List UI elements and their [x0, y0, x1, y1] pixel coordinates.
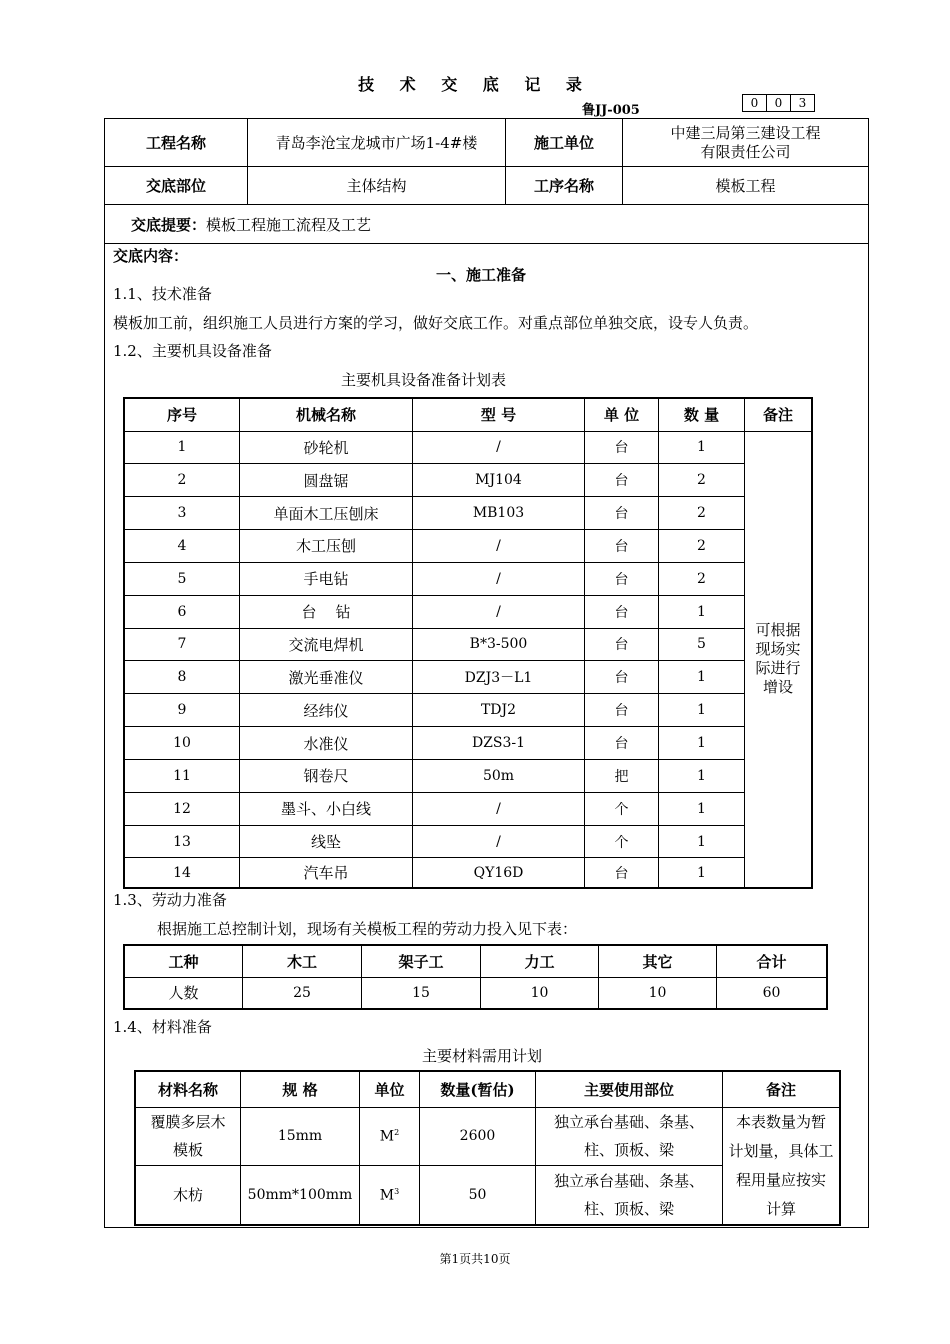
equipment-header-cell: 备注 [745, 398, 813, 431]
equipment-row [124, 694, 812, 727]
equipment-cell: 台 [585, 431, 659, 464]
equipment-cell: / [413, 562, 585, 595]
equipment-cell: 1 [659, 759, 745, 792]
labor-header-cell: 工种 [124, 945, 243, 977]
material-name-line: 木枋 [172, 1186, 203, 1205]
materials-header-cell: 规 格 [241, 1071, 360, 1107]
equipment-row [124, 759, 812, 792]
equipment-cell: 台 [585, 464, 659, 497]
materials-remark-line: 计算 [765, 1199, 796, 1218]
document-number [743, 94, 815, 112]
equipment-header-cell: 序号 [124, 398, 240, 431]
equipment-row [124, 628, 812, 661]
material-unit-exponent: 3 [394, 1186, 400, 1196]
equipment-cell: / [413, 595, 585, 628]
material-use-cell [536, 1166, 723, 1225]
equipment-row [124, 825, 812, 858]
equipment-cell: 10 [124, 727, 240, 760]
equipment-cell: 2 [659, 562, 745, 595]
materials-remark-line: 计划量，具体工 [728, 1141, 834, 1160]
subsection-technical: 1.1、技术准备 [113, 285, 212, 303]
materials-header-cell: 数量(暂估) [420, 1071, 536, 1107]
equipment-cell: 砂轮机 [240, 431, 413, 464]
header-table [104, 118, 869, 244]
equipment-header-cell: 数 量 [659, 398, 745, 431]
equipment-cell: DZS3-1 [413, 727, 585, 760]
equipment-cell: 1 [659, 595, 745, 628]
process-value: 模板工程 [623, 167, 869, 205]
equipment-cell: 台 [585, 858, 659, 888]
content-label: 交底内容： [113, 247, 189, 265]
equipment-cell: / [413, 431, 585, 464]
labor-cell: 15 [362, 977, 481, 1009]
section-heading: 一、施工准备 [436, 266, 527, 284]
equipment-cell: 2 [124, 464, 240, 497]
equipment-cell: DZJ3－L1 [413, 661, 585, 694]
equipment-cell: 5 [659, 628, 745, 661]
equipment-row [124, 595, 812, 628]
equipment-cell: 钢卷尺 [240, 759, 413, 792]
equipment-cell: 3 [124, 497, 240, 530]
equipment-cell: 手电钻 [240, 562, 413, 595]
equipment-cell: 9 [124, 694, 240, 727]
equipment-cell: / [413, 792, 585, 825]
equipment-cell: 1 [659, 792, 745, 825]
equipment-cell: 台 [585, 628, 659, 661]
summary-value: 模板工程施工流程及工艺 [206, 215, 372, 234]
equipment-table-body [124, 431, 812, 888]
labor-cell: 10 [481, 977, 599, 1009]
material-unit-exponent: 2 [394, 1128, 400, 1138]
materials-header-cell: 材料名称 [135, 1071, 241, 1107]
labor-header-cell: 力工 [481, 945, 599, 977]
labor-header-cell: 木工 [243, 945, 362, 977]
material-use-line: 柱、顶板、梁 [583, 1141, 674, 1160]
equipment-row [124, 562, 812, 595]
unit-label: 施工单位 [506, 119, 623, 167]
material-use-line: 柱、顶板、梁 [583, 1199, 674, 1218]
equipment-cell: 个 [585, 825, 659, 858]
project-label: 工程名称 [105, 119, 248, 167]
equipment-cell: MB103 [413, 497, 585, 530]
subsection-labor: 1.3、劳动力准备 [113, 891, 227, 909]
doc-number-digit: 3 [790, 94, 815, 112]
equipment-row [124, 727, 812, 760]
material-use-cell [536, 1107, 723, 1166]
equipment-cell: 水准仪 [240, 727, 413, 760]
paragraph-labor: 根据施工总控制计划，现场有关模板工程的劳动力投入见下表： [157, 920, 578, 938]
equipment-cell: 木工压刨 [240, 530, 413, 563]
part-value: 主体结构 [248, 167, 506, 205]
materials-header-cell: 单位 [360, 1071, 420, 1107]
document-code: 鲁JJ-005 [582, 103, 640, 118]
summary-row [105, 205, 869, 244]
equipment-cell: 2 [659, 464, 745, 497]
doc-number-digit: 0 [742, 94, 767, 112]
equipment-cell: 线坠 [240, 825, 413, 858]
equipment-cell: 台 钻 [240, 595, 413, 628]
equipment-cell: 个 [585, 792, 659, 825]
part-label: 交底部位 [105, 167, 248, 205]
material-name-cell [135, 1166, 241, 1225]
summary-label: 交底提要： [131, 215, 207, 234]
equipment-row [124, 858, 812, 888]
equipment-cell: 1 [659, 825, 745, 858]
equipment-cell: / [413, 530, 585, 563]
equipment-row [124, 464, 812, 497]
equipment-remark-line: 际进行 [755, 659, 801, 678]
equipment-cell: 6 [124, 595, 240, 628]
equipment-cell: 圆盘锯 [240, 464, 413, 497]
material-unit: M [379, 1128, 395, 1145]
unit-value-line2: 有限责任公司 [700, 142, 791, 161]
materials-remark-line: 本表数量为暂 [735, 1112, 826, 1131]
labor-header-cell: 合计 [717, 945, 828, 977]
equipment-cell: 14 [124, 858, 240, 888]
equipment-cell: 2 [659, 497, 745, 530]
materials-remark-line: 程用量应按实 [735, 1170, 826, 1189]
equipment-cell: 单面木工压刨床 [240, 497, 413, 530]
material-spec-cell: 50mm*100mm [241, 1166, 360, 1225]
unit-value [623, 119, 869, 167]
material-name-cell [135, 1107, 241, 1166]
material-use-line: 独立承台基础、条基、 [553, 1171, 704, 1190]
equipment-cell: 13 [124, 825, 240, 858]
unit-value-line1: 中建三局第三建设工程 [670, 123, 821, 142]
equipment-header-cell: 型 号 [413, 398, 585, 431]
equipment-cell: 台 [585, 595, 659, 628]
equipment-cell: 50m [413, 759, 585, 792]
equipment-cell: 1 [659, 431, 745, 464]
equipment-remark-line: 可根据 [755, 621, 801, 640]
equipment-cell: QY16D [413, 858, 585, 888]
equipment-row [124, 497, 812, 530]
equipment-cell: 11 [124, 759, 240, 792]
material-unit: M [379, 1187, 395, 1204]
document-title: 技 术 交 底 记 录 [358, 75, 592, 94]
equipment-cell: 台 [585, 497, 659, 530]
labor-table [123, 944, 828, 1010]
equipment-cell: 4 [124, 530, 240, 563]
equipment-cell: 激光垂准仪 [240, 661, 413, 694]
subsection-materials: 1.4、材料准备 [113, 1018, 212, 1036]
equipment-cell: MJ104 [413, 464, 585, 497]
equipment-table [123, 397, 813, 889]
equipment-remark-cell [745, 431, 813, 888]
process-label: 工序名称 [506, 167, 623, 205]
material-qty-cell: 2600 [420, 1107, 536, 1166]
project-value: 青岛李沧宝龙城市广场1-4#楼 [248, 119, 506, 167]
labor-cell: 25 [243, 977, 362, 1009]
equipment-cell: 1 [659, 661, 745, 694]
equipment-cell: 台 [585, 661, 659, 694]
material-use-line: 独立承台基础、条基、 [553, 1113, 704, 1132]
equipment-cell: 把 [585, 759, 659, 792]
equipment-cell: 墨斗、小白线 [240, 792, 413, 825]
equipment-cell: 2 [659, 530, 745, 563]
labor-cell: 人数 [124, 977, 243, 1009]
equipment-cell: 交流电焊机 [240, 628, 413, 661]
equipment-remark-line: 现场实 [755, 640, 801, 659]
equipment-cell: 5 [124, 562, 240, 595]
equipment-header-cell: 单 位 [585, 398, 659, 431]
paragraph-technical: 模板加工前，组织施工人员进行方案的学习，做好交底工作。对重点部位单独交底，设专人负责。 [113, 314, 759, 332]
page-footer: 第1页共10页 [439, 1252, 511, 1266]
equipment-cell: 汽车吊 [240, 858, 413, 888]
equipment-cell: 经纬仪 [240, 694, 413, 727]
materials-header-cell: 主要使用部位 [536, 1071, 723, 1107]
equipment-row [124, 431, 812, 464]
equipment-remark-line: 增设 [762, 678, 793, 697]
equipment-cell: 1 [659, 694, 745, 727]
equipment-table-title: 主要机具设备准备计划表 [341, 371, 507, 389]
materials-header-cell: 备注 [723, 1071, 841, 1107]
labor-cell: 10 [599, 977, 717, 1009]
labor-header-cell: 其它 [599, 945, 717, 977]
equipment-header-cell: 机械名称 [240, 398, 413, 431]
materials-remark-cell [723, 1107, 841, 1225]
equipment-row [124, 661, 812, 694]
equipment-cell: 台 [585, 562, 659, 595]
equipment-row [124, 530, 812, 563]
equipment-cell: 1 [659, 858, 745, 888]
material-name-line: 模板 [172, 1141, 203, 1160]
equipment-cell: 台 [585, 694, 659, 727]
equipment-row [124, 792, 812, 825]
subsection-equipment: 1.2、主要机具设备准备 [113, 342, 272, 360]
equipment-cell: 8 [124, 661, 240, 694]
material-unit-cell [360, 1107, 420, 1166]
equipment-cell: 1 [124, 431, 240, 464]
equipment-cell: 7 [124, 628, 240, 661]
materials-table [134, 1070, 841, 1226]
equipment-cell: 1 [659, 727, 745, 760]
material-name-line: 覆膜多层木 [150, 1113, 226, 1132]
material-qty-cell: 50 [420, 1166, 536, 1225]
doc-number-digit: 0 [766, 94, 791, 112]
material-unit-cell [360, 1166, 420, 1225]
materials-table-title: 主要材料需用计划 [422, 1047, 543, 1065]
equipment-cell: 台 [585, 727, 659, 760]
material-spec-cell: 15mm [241, 1107, 360, 1166]
equipment-cell: 12 [124, 792, 240, 825]
equipment-cell: 台 [585, 530, 659, 563]
labor-header-cell: 架子工 [362, 945, 481, 977]
equipment-cell: / [413, 825, 585, 858]
equipment-cell: TDJ2 [413, 694, 585, 727]
equipment-cell: B*3-500 [413, 628, 585, 661]
labor-cell: 60 [717, 977, 828, 1009]
